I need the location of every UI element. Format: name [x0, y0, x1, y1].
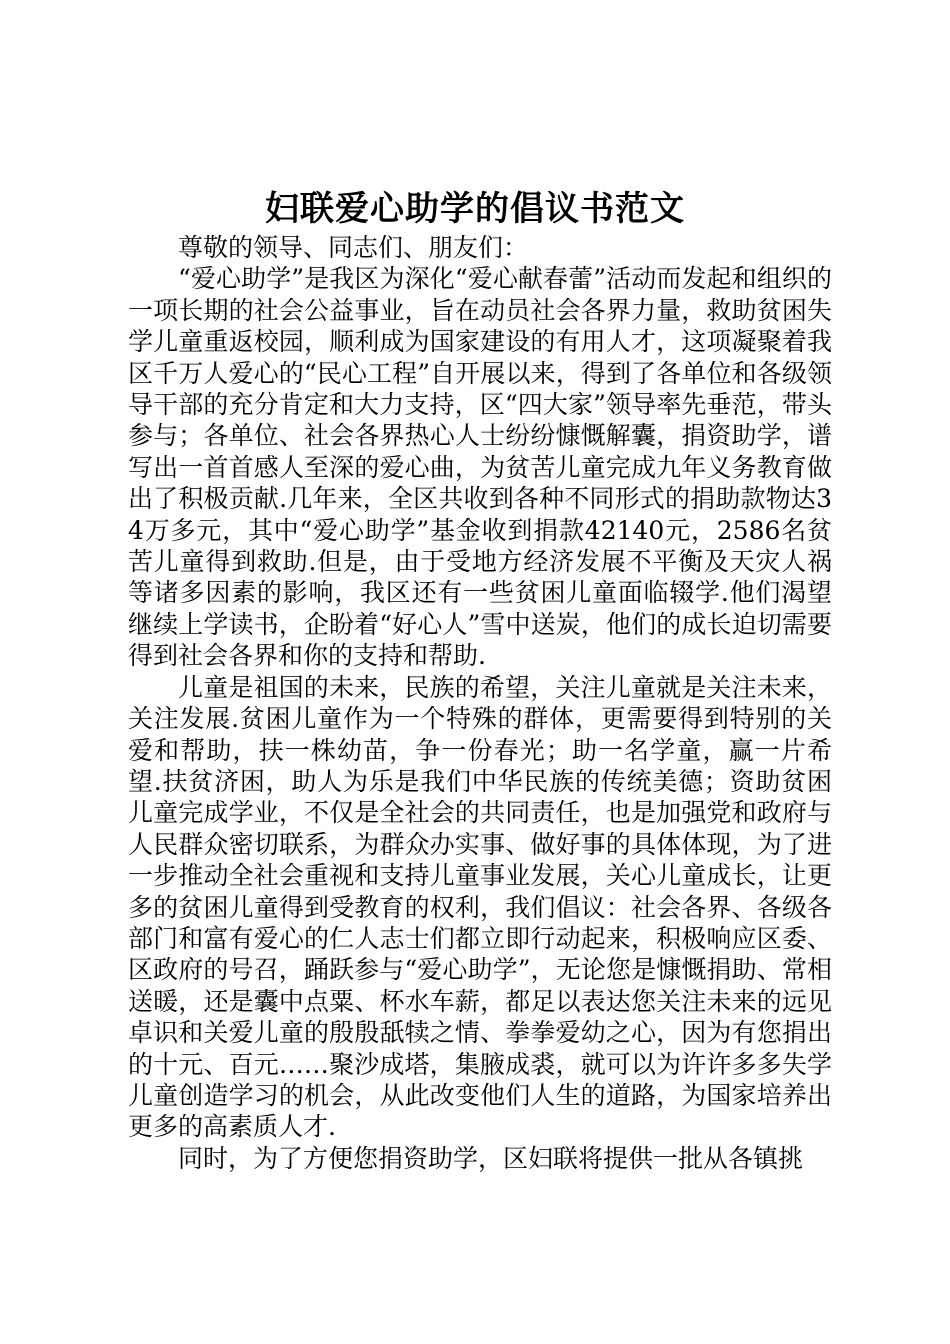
paragraph-2: 儿童是祖国的未来，民族的希望，关注儿童就是关注未来，关注发展.贫困儿童作为一个特殊的群体，更需要得到特别的关爱和帮助，扶一株幼苗，争一份春光；助一名学童，赢一片希望.扶贫济困，助人为乐是我们中华民族的传统美德；资助贫困儿童完成学业，不仅是全社会的共同责任，也是加强党和政府与人民群众密切联系，为群众办实事、做好事的具体体现，为了进一步推动全社会重视和支持儿童事业发展，关心儿童成长，让更多的贫困儿童得到受教育的权利，我们倡议：社会各界、各级各部门和富有爱心的仁人志士们都立即行动起来，积极响应区委、区政府的号召，踊跃参与“爱心助学”，无论您是慷慨捐助、常相送暖，还是囊中点粟、杯水车薪，都足以表达您关注未来的远见卓识和关爱儿童的殷殷舐犊之情、拳拳爱幼之心，因为有您捐出的十元、百元……聚沙成塔，集腋成裘，就可以为许许多多失学儿童创造学习的机会，从此改变他们人生的道路，为国家培养出更多的高素质人才. — [128, 672, 832, 1142]
document-title: 妇联爱心助学的倡议书范文 — [265, 189, 685, 229]
paragraph-1: “爱心助学”是我区为深化“爱心献春蕾”活动而发起和组织的一项长期的社会公益事业，旨在动员社会各界力量，救助贫困失学儿童重返校园，顺利成为国家建设的有用人才，这项凝聚着我区千万人爱心的“民心工程”自开展以来，得到了各单位和各级领导干部的充分肯定和大力支持，区“四大家”领导率先垂范，带头参与；各单位、社会各界热心人士纷纷慷慨解囊，捐资助学，谱写出一首首感人至深的爱心曲，为贫苦儿童完成九年义务教育做出了积极贡献.几年来，全区共收到各种不同形式的捐助款物达34万多元，其中“爱心助学”基金收到捐款42140元，2586名贫苦儿童得到救助.但是，由于受地方经济发展不平衡及天灾人祸等诸多因素的影响，我区还有一些贫困儿童面临辍学.他们渴望继续上学读书，企盼着“好心人”雪中送炭，他们的成长迫切需要得到社会各界和你的支持和帮助. — [128, 264, 832, 671]
salutation: 尊敬的领导、同志们、朋友们： — [178, 233, 529, 262]
document-body — [128, 232, 832, 1174]
paragraph-3: 同时，为了方便您捐资助学，区妇联将提供一批从各镇挑 — [178, 1143, 804, 1173]
